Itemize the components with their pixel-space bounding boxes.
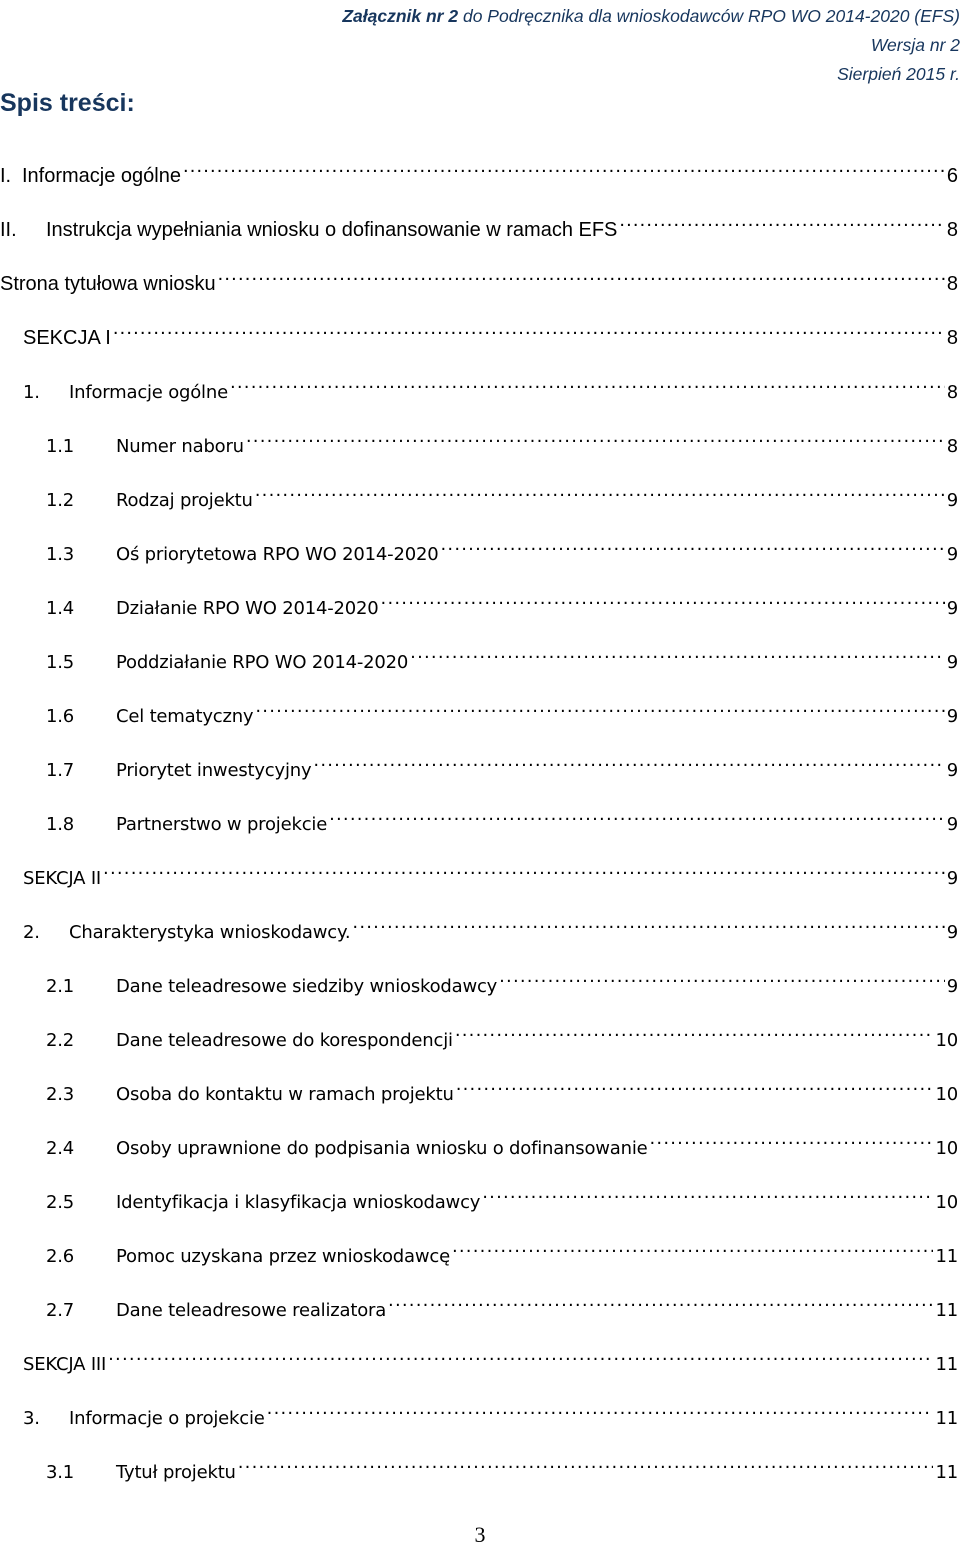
toc-entry-label: Informacje ogólne [69,382,228,403]
toc-entry[interactable] [46,476,960,511]
toc-entry-page: 11 [935,1300,958,1321]
toc-entry-number: 2.4 [46,1138,75,1159]
toc-entry[interactable] [46,1070,960,1105]
toc-entry-label: Osoby uprawnione do podpisania wniosku o dofinansowanie [116,1138,648,1159]
toc-entry-label: Tytuł projektu [116,1462,236,1483]
toc-entry-page: 10 [935,1138,958,1159]
dot-leader [255,476,945,506]
toc-entry-page: 11 [935,1462,958,1483]
toc-entry[interactable] [46,1178,960,1213]
dot-leader [456,1070,934,1100]
toc-entry-number: 3.1 [46,1462,75,1483]
toc-entry-page: 11 [935,1408,958,1429]
toc-entry-page: 9 [946,490,958,511]
toc-entry[interactable] [46,1448,960,1483]
toc-entry-page: 11 [935,1246,958,1267]
dot-leader [108,1340,933,1370]
toc-entry-number: 1.6 [46,706,75,727]
dot-leader [388,1286,933,1316]
toc-entry-label: Priorytet inwestycyjny [116,760,312,781]
toc-entry[interactable] [46,800,960,835]
toc-entry[interactable] [46,1232,960,1267]
toc-entry-page: 8 [946,219,958,241]
toc-entry[interactable] [23,368,960,403]
dot-leader [410,638,945,668]
toc-entry[interactable] [46,692,960,727]
toc-entry-number: 3. [23,1408,40,1429]
toc-entry-label: Informacje ogólne [22,165,181,187]
toc-entry-label: Strona tytułowa wniosku [0,273,216,295]
toc-entry-label: Dane teleadresowe siedziby wnioskodawcy [116,976,498,997]
toc-entry-number: I. [0,165,12,187]
toc-entry-label: Oś priorytetowa RPO WO 2014-2020 [116,544,439,565]
attachment-number: Załącznik nr 2 [342,6,459,26]
toc-entry-page: 9 [946,922,958,943]
toc-entry-page: 9 [946,652,958,673]
toc-entry-page: 9 [946,544,958,565]
version-line: Wersja nr 2 [870,35,960,55]
toc-entry-page: 10 [935,1084,958,1105]
toc-entry-page: 10 [935,1030,958,1051]
toc-entry-page: 8 [946,436,958,457]
dot-leader [255,692,944,722]
toc-entry[interactable] [0,206,960,241]
dot-leader [381,584,945,614]
page-number: 3 [474,1522,486,1547]
dot-leader [218,260,945,290]
toc-entry[interactable] [0,152,960,187]
toc-entry-label: Osoba do kontaktu w ramach projektu [116,1084,454,1105]
toc-entry[interactable] [23,1340,960,1375]
toc-entry[interactable] [23,314,960,349]
dot-leader [113,314,945,344]
toc-entry-number: 2.6 [46,1246,75,1267]
toc-title: Spis treści: [0,89,135,117]
toc-entry-page: 9 [946,760,958,781]
dot-leader [619,206,944,236]
toc-entry-label: SEKCJA III [23,1354,107,1375]
toc-entry-number: 1.1 [46,436,75,457]
dot-leader [246,422,945,452]
toc-entry-page: 11 [935,1354,958,1375]
toc-entry[interactable] [46,584,960,619]
toc-entry-label: Instrukcja wypełniania wniosku o dofinansowanie w ramach EFS [46,219,618,241]
toc-entry-number: 1.7 [46,760,75,781]
toc-entry-number: II. [0,219,17,241]
toc-entry-label: SEKCJA II [23,868,102,889]
toc-entry-label: SEKCJA I [23,327,111,349]
toc-entry-label: Dane teleadresowe realizatora [116,1300,387,1321]
toc-entry-label: Charakterystyka wnioskodawcy. [69,922,351,943]
toc-entry-number: 2.5 [46,1192,75,1213]
dot-leader [452,1232,934,1262]
toc-entry-page: 9 [946,868,958,889]
toc-entry-number: 1.8 [46,814,75,835]
toc-entry[interactable] [46,530,960,565]
toc-entry-number: 2.2 [46,1030,75,1051]
toc-entry-number: 1.3 [46,544,75,565]
toc-entry[interactable] [46,1016,960,1051]
dot-leader [267,1394,934,1424]
toc-entry-label: Działanie RPO WO 2014-2020 [116,598,379,619]
dot-leader [482,1178,933,1208]
dot-leader [230,368,945,398]
toc-entry-number: 1.5 [46,652,75,673]
toc-entry-page: 8 [946,273,958,295]
dot-leader [499,962,945,992]
toc-entry-label: Dane teleadresowe do korespondencji [116,1030,453,1051]
toc-entry-page: 9 [946,706,958,727]
toc-entry-number: 2.1 [46,976,75,997]
toc-entry-number: 2. [23,922,40,943]
dot-leader [455,1016,934,1046]
toc-entry-label: Partnerstwo w projekcie [116,814,328,835]
toc-entry-page: 8 [946,382,958,403]
toc-entry-label: Identyfikacja i klasyfikacja wnioskodawcy [116,1192,481,1213]
toc-entry-number: 1. [23,382,40,403]
toc-entry[interactable] [23,908,960,943]
toc-entry-page: 9 [946,814,958,835]
toc-entry[interactable] [46,1286,960,1321]
toc-entry[interactable] [23,1394,960,1429]
toc-entry-number: 2.7 [46,1300,75,1321]
toc-entry[interactable] [46,638,960,673]
toc-entry-page: 9 [946,976,958,997]
toc-entry[interactable] [46,1124,960,1159]
toc-entry[interactable] [46,746,960,781]
attachment-title: do Podręcznika dla wnioskodawców RPO WO 2014-2020 (EFS) [458,6,960,26]
toc-entry[interactable] [0,260,960,295]
dot-leader [103,854,945,884]
toc-entry[interactable] [23,854,960,889]
dot-leader [313,746,944,776]
dot-leader [329,800,945,830]
toc-entry-page: 9 [946,598,958,619]
dot-leader [238,1448,934,1478]
toc-entry-number: 1.2 [46,490,75,511]
toc-entry-label: Cel tematyczny [116,706,254,727]
toc-entry-label: Rodzaj projektu [116,490,253,511]
toc-entry-page: 6 [946,165,958,187]
toc-entry[interactable] [46,962,960,997]
toc-entry-label: Informacje o projekcie [69,1408,265,1429]
dot-leader [650,1124,934,1154]
toc-entry-number: 1.4 [46,598,75,619]
dot-leader [441,530,945,560]
toc-entry-number: 2.3 [46,1084,75,1105]
dot-leader [352,908,944,938]
date-line: Sierpień 2015 r. [837,64,960,84]
toc-entry-label: Numer naboru [116,436,244,457]
toc-entry-page: 10 [935,1192,958,1213]
toc-entry-page: 8 [946,327,958,349]
toc-entry[interactable] [46,422,960,457]
dot-leader [183,152,945,182]
toc-entry-label: Pomoc uzyskana przez wnioskodawcę [116,1246,450,1267]
toc-entry-label: Poddziałanie RPO WO 2014-2020 [116,652,409,673]
